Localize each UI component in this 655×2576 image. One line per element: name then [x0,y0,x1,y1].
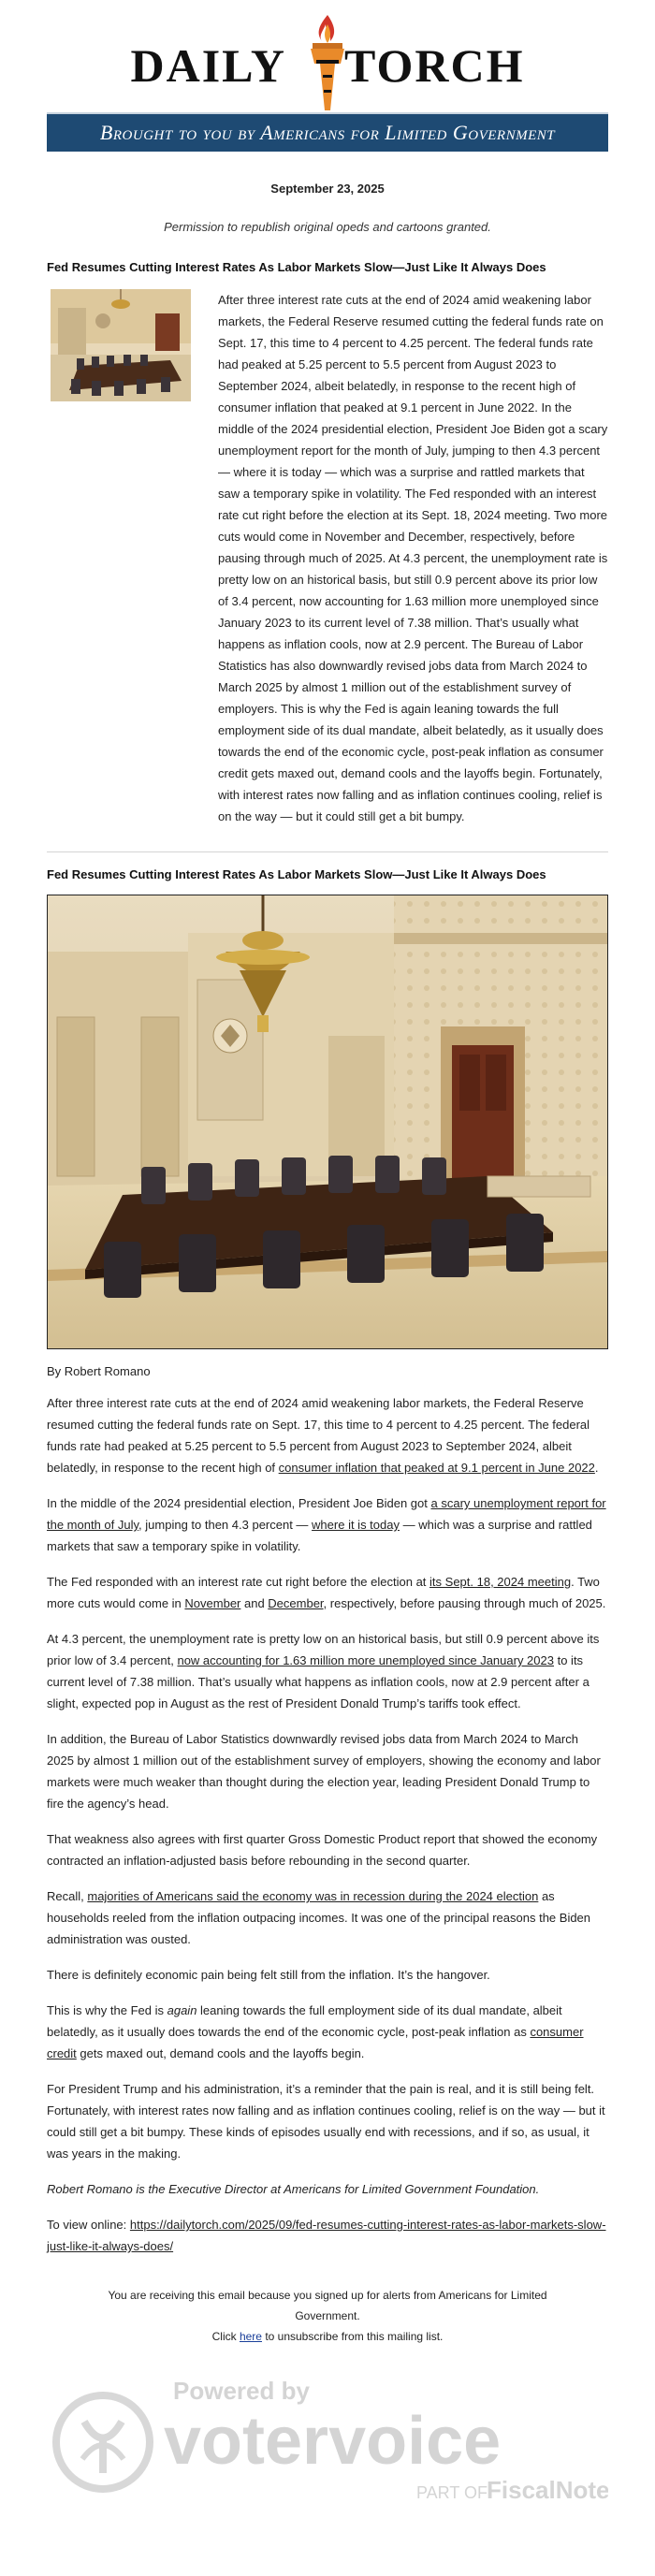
votervoice-logo[interactable] [47,2365,608,2506]
tagline-banner [47,112,608,152]
paragraph-7: Recall, majorities of Americans said the economy was in recession during the 2024 election as households reeled from the inflation outpacing incomes. It was one of the principal reasons the Biden administration was ousted. [47,1889,591,1946]
link-recession-poll[interactable]: majorities of Americans said the economy was in recession during the 2024 election [87,1889,539,1903]
paragraph-8: There is definitely economic pain being felt still from the inflation. It’s the hangover. [47,1968,490,1982]
logo-word-left: DAILY [130,39,287,92]
unsubscribe-line: Click here to unsubscribe from this mailing list. [211,2330,444,2343]
paragraph-9: This is why the Fed is again leaning towards the full employment side of its dual mandate, albeit belatedly, as it usually does towards the end of the economic cycle, post-peak inflation as consumer credit gets maxed out, demand cools and the layoffs begin. [47,2003,584,2060]
article-body [47,1364,608,2257]
paragraph-6: That weakness also agrees with first quarter Gross Domestic Product report that showed the economy contracted an inflation-adjusted basis before rebounding in the second quarter. [47,1832,598,1868]
link-november[interactable]: November [184,1596,241,1610]
summary-block [47,289,608,827]
paragraph-10: For President Trump and his administration, it’s a reminder that the pain is real, and it is still being felt. Fortunately, with interest rates now falling and as inflation continues cooling, relief is on the way — but it could still get a bit bumpy. These kinds of episodes usually end with recessions, and if so, as usual, it was years in the making. [47,2082,605,2161]
parent-brand-text: FiscalNote [487,2476,608,2504]
link-where-it-is-today[interactable]: where it is today [312,1518,400,1532]
email-footer [47,2285,608,2347]
brand-text: votervoice [164,2404,502,2479]
paragraph-2: In the middle of the 2024 presidential election, President Joe Biden got a scary unemployment report for the month of July, jumping to then 4.3 percent — where it is today — which was a surprise and rattled markets that saw a temporary spike in volatility. [47,1496,606,1553]
link-sept-meeting[interactable]: its Sept. 18, 2024 meeting [429,1575,572,1589]
powered-by-text: Powered by [173,2377,310,2405]
permission-note: Permission to republish original opeds and cartoons granted. [164,220,491,234]
paragraph-5: In addition, the Bureau of Labor Statistics downwardly revised jobs data from March 2024 to March 2025 by almost 1 million out of the establishment survey of employers, showing the economy and labor markets were much weaker than thought during the election year, leading President Donald Trump to fire the agency’s head. [47,1732,601,1811]
view-online-link[interactable]: https://dailytorch.com/2025/09/fed-resumes-cutting-interest-rates-as-labor-markets-slow-just-like-it-always-does/ [47,2218,606,2253]
paragraph-1: After three interest rate cuts at the end of 2024 amid weakening labor markets, the Federal Reserve resumed cutting the federal funds rate on Sept. 17, this time to 4 percent to 4.25 percent. The federal funds rate had peaked at 5.25 percent to 5.5 percent from August 2023 to September 2024, albeit belatedly, in response to the recent high of consumer inflation that peaked at 9.1 percent in June 2022. [47,1396,599,1475]
link-unemployed-count[interactable]: now accounting for 1.63 million more unemployed since January 2023 [177,1653,554,1667]
section-divider [47,851,608,852]
article-headline: Fed Resumes Cutting Interest Rates As Labor Markets Slow—Just Like It Always Does [47,867,546,881]
issue-date: September 23, 2025 [270,182,385,196]
email-container [47,0,608,2506]
votervoice-badge [47,2365,608,2506]
summary-headline[interactable]: Fed Resumes Cutting Interest Rates As Labor Markets Slow—Just Like It Always Does [47,260,546,274]
author-bio: Robert Romano is the Executive Director at Americans for Limited Government Foundation. [47,2182,540,2196]
unsubscribe-link[interactable]: here [239,2330,262,2343]
fed-boardroom-photo [47,895,608,1349]
link-unemployment-report[interactable]: a scary unemployment report for the month of July [47,1496,606,1532]
boardroom-illustration [48,895,607,1348]
subscription-notice: You are receiving this email because you signed up for alerts from Americans for Limited Government. [108,2289,547,2322]
link-december[interactable]: December [268,1596,324,1610]
view-online: To view online: https://dailytorch.com/2025/09/fed-resumes-cutting-interest-rates-as-labor-markets-slow-just-like-it-always-does/ [47,2218,606,2253]
tagline-text: Brought to you by Americans for Limited Government [99,121,556,144]
link-consumer-inflation[interactable]: consumer inflation that peaked at 9.1 percent in June 2022 [278,1461,595,1475]
boardroom-thumbnail[interactable] [51,289,191,401]
part-of-text: PART OF [416,2483,488,2502]
logo-word-right: TORCH [344,39,525,92]
paragraph-4: At 4.3 percent, the unemployment rate is pretty low on an historical basis, but still 0.9 percent above its prior low of 3.4 percent, now accounting for 1.63 million more unemployed since January 2023 to its current level of 7.38 million. That’s usually what happens as inflation cools, now at 2.9 percent after a slight, expected pop in August as the rest of President Donald Trump’s tariffs took effect. [47,1632,600,1710]
masthead [47,0,608,112]
summary-text: After three interest rate cuts at the end of 2024 amid weakening labor markets, the Federal Reserve resumed cutting the federal funds rate on Sept. 17, this time to 4 percent to 4.25 percent. The federal funds rate had peaked at 5.25 percent to 5.5 percent from August 2023 to September 2024, albeit belatedly, in response to the recent high of consumer inflation that peaked at 9.1 percent in June 2022. In the middle of the 2024 presidential election, President Joe Biden got a scary unemployment report for the month of July, jumping to then 4.3 percent — where it is today — which was a surprise and rattled markets that saw a temporary spike in volatility. The Fed responded with an interest rate cut right before the election at its Sept. 18, 2024 meeting. Two more cuts would come in November and December, respectively, before pausing through much of 2025. At 4.3 percent, the unemployment rate is pretty low on an historical basis, but still 0.9 percent above its prior low of 3.4 percent, now accounting for 1.63 million more unemployed since January 2023 to its current level of 7.38 million. That’s usually what happens as inflation cools, now at 2.9 percent. The Bureau of Labor Statistics has also downwardly revised jobs data from March 2024 to March 2025 by almost 1 million out of the establishment survey of employers. This is why the Fed is again leaning towards the full employment side of its dual mandate, albeit belatedly, as it usually does towards the end of the economic cycle, post-peak inflation as consumer credit gets maxed out, demand cools and the layoffs begin. Fortunately, with interest rates now falling and as inflation continues cooling, relief is on the way — but it could still get a bit bumpy. [218,293,608,823]
torch-icon [299,13,356,114]
byline: By Robert Romano [47,1364,151,1378]
paragraph-3: The Fed responded with an interest rate cut right before the election at its Sept. 18, 2024 meeting. Two more cuts would come in November and December, respectively, before pausing through much of 2025. [47,1575,606,1610]
link-consumer-credit[interactable]: consumer credit [47,2025,584,2060]
